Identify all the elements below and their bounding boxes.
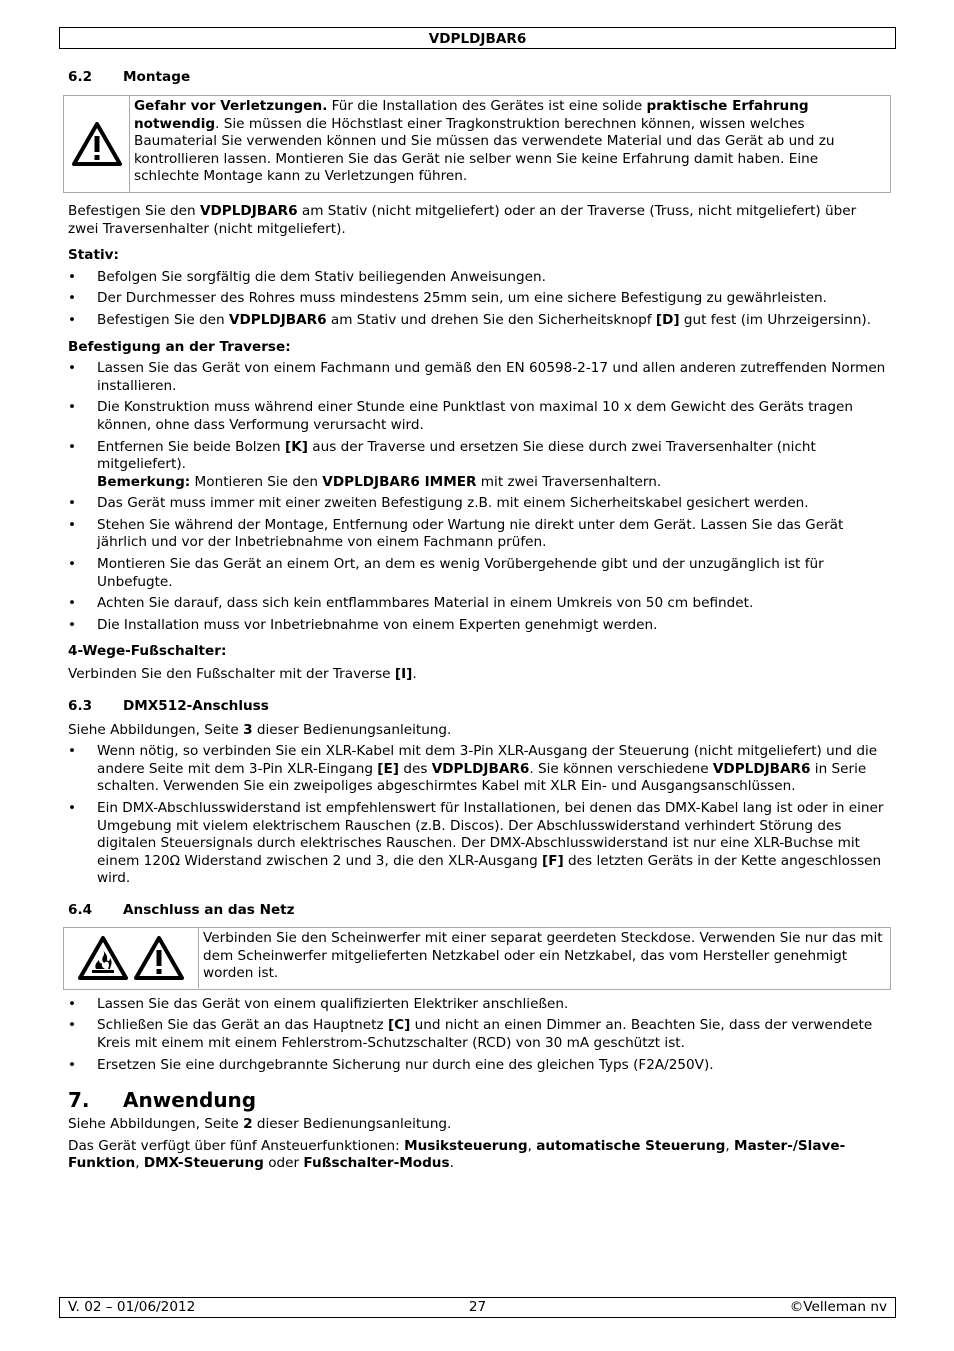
page-content xyxy=(68,66,890,1173)
traverse-heading: Befestigung an der Traverse: xyxy=(68,338,291,355)
power-warning-text: Verbinden Sie den Scheinwerfer mit einer separat geerdeten Steckdose. Verwenden Sie nur das mit dem Scheinwerfer mitgelieferten Netzkabel oder ein Netzkabel, das vom Hersteller genehmigt worden ist. xyxy=(203,929,883,982)
list-item: • Befolgen Sie sorgfältig die dem Stativ beiliegenden Anweisungen. xyxy=(68,269,890,287)
list-item: • Ein DMX-Abschlusswiderstand ist empfehlenswert für Installationen, bei denen das DMX-Kabel lang ist oder in einer Umgebung mit vielem elektrischem Rauschen (z.B. Discos). Der Abschlusswiderstand verhindert Störung des digitalen Steuersignals durch elektrisches Rauschen. Der DMX-Abschlusswiderstand ist nur eine XLR-Buchse mit einem 120Ω Widerstand zwischen 2 und 3, die den XLR-Ausgang [F] des letzten Geräts in der Kette angeschlossen wird. xyxy=(68,800,890,888)
list-item: • Das Gerät muss immer mit einer zweiten Befestigung z.B. mit einem Sicherheitskabel gesichert werden. xyxy=(68,495,890,513)
power-list xyxy=(68,996,890,1074)
list-item: • Entfernen Sie beide Bolzen [K] aus der Traverse und ersetzen Sie diese durch zwei Traversenhalter (nicht mitgeliefert). Bemerkung: Montieren Sie den VDPLDJBAR6 IMMER mit zwei Traversenhaltern. xyxy=(68,439,890,492)
dmx-list xyxy=(68,743,890,888)
anwendung-functions: Das Gerät verfügt über fünf Ansteuerfunktionen: Musiksteuerung, automatische Steuerung, Master-/Slave-Funktion, DMX-Steuerung oder Fußschalter-Modus. xyxy=(68,1137,846,1172)
list-item: • Befestigen Sie den VDPLDJBAR6 am Stativ und drehen Sie den Sicherheitsknopf [D] gut fest (im Uhrzeigersinn). xyxy=(68,312,890,330)
list-item: • Die Konstruktion muss während einer Stunde eine Punktlast von maximal 10 x dem Gewicht des Geräts tragen können, ohne dass Verformung verursacht wird. xyxy=(68,399,890,434)
section-6-3-heading: 6.3 DMX512-Anschluss xyxy=(68,697,269,714)
list-item: • Wenn nötig, so verbinden Sie ein XLR-Kabel mit dem 3-Pin XLR-Ausgang der Steuerung (nicht mitgeliefert) und die andere Seite mit dem 3-Pin XLR-Eingang [E] des VDPLDJBAR6. Sie können verschiedene VDPLDJBAR6 in Serie schalten. Verwenden Sie ein zweipoliges abgeschirmtes Kabel mit XLR Ein- und Ausgangsanschlüssen. xyxy=(68,743,890,796)
list-item: • Achten Sie darauf, dass sich kein entflammbares Material in einem Umkreis von 50 cm befindet. xyxy=(68,595,890,613)
warning-box-power xyxy=(63,927,891,990)
footer-copyright: ©Velleman nv xyxy=(789,1299,887,1315)
footer-page-number: 27 xyxy=(468,1299,487,1315)
warning-triangle-icon xyxy=(71,121,123,167)
fire-hazard-icon xyxy=(77,935,129,981)
footswitch-heading: 4-Wege-Fußschalter: xyxy=(68,643,227,660)
list-item: • Ersetzen Sie eine durchgebrannte Sicherung nur durch eine des gleichen Typs (F2A/250V). xyxy=(68,1057,890,1075)
list-item: • Lassen Sie das Gerät von einem qualifizierten Elektriker anschließen. xyxy=(68,996,890,1014)
footer-version: V. 02 – 01/06/2012 xyxy=(68,1299,196,1315)
list-item: • Stehen Sie während der Montage, Entfernung oder Wartung nie direkt unter dem Gerät. Lassen Sie das Gerät jährlich und vor der Inbetriebnahme von einem Fachmann prüfen. xyxy=(68,517,890,552)
header-title: VDPLDJBAR6 xyxy=(428,31,527,47)
list-item: • Montieren Sie das Gerät an einem Ort, an dem es wenig Vorübergehende gibt und der unzugänglich ist für Unbefugte. xyxy=(68,556,890,591)
list-item: • Lassen Sie das Gerät von einem Fachmann und gemäß den EN 60598-2-17 und allen anderen zutreffenden Normen installieren. xyxy=(68,360,890,395)
section-6-2-heading: 6.2 Montage xyxy=(68,69,191,85)
traverse-list xyxy=(68,360,890,634)
footswitch-text: Verbinden Sie den Fußschalter mit der Traverse [I]. xyxy=(68,666,417,683)
anwendung-intro: Siehe Abbildungen, Seite 2 dieser Bedienungsanleitung. xyxy=(68,1116,452,1133)
stativ-list xyxy=(68,269,890,330)
warning-text: Gefahr vor Verletzungen. Für die Installation des Gerätes ist eine solide praktische Erfahrung notwendig. Sie müssen die Höchstlast einer Tragkonstruktion berechnen können, wissen welches Baumaterial Sie verwenden können und Sie müssen das verwendete Material und das Gerät ab und zu kontrollieren lassen. Montieren Sie das Gerät nie selber wenn Sie keine Erfahrung damit haben. Eine schlechte Montage kann zu Verletzungen führen. xyxy=(134,98,835,185)
list-item: • Der Durchmesser des Rohres muss mindestens 25mm sein, um eine sichere Befestigung zu gewährleisten. xyxy=(68,290,890,308)
page-header xyxy=(59,27,896,49)
list-item: • Schließen Sie das Gerät an das Hauptnetz [C] und nicht an einen Dimmer an. Beachten Sie, dass der verwendete Kreis mit einem mit einem Fehlerstrom-Schutzschalter (RCD) von 30 mA geschützt ist. xyxy=(68,1017,890,1052)
dmx-intro: Siehe Abbildungen, Seite 3 dieser Bedienungsanleitung. xyxy=(68,721,452,738)
section-7-heading: 7. Anwendung xyxy=(68,1088,257,1113)
warning-triangle-icon xyxy=(133,935,185,981)
section-6-4-heading: 6.4 Anschluss an das Netz xyxy=(68,901,295,918)
page-footer xyxy=(59,1297,896,1318)
warning-box-montage xyxy=(63,95,891,193)
montage-intro: Befestigen Sie den VDPLDJBAR6 am Stativ (nicht mitgeliefert) oder an der Traverse (Truss, nicht mitgeliefert) über zwei Traversenhalter (nicht mitgeliefert). xyxy=(68,202,857,237)
stativ-heading: Stativ: xyxy=(68,247,119,264)
list-item: • Die Installation muss vor Inbetriebnahme von einem Experten genehmigt werden. xyxy=(68,617,890,635)
